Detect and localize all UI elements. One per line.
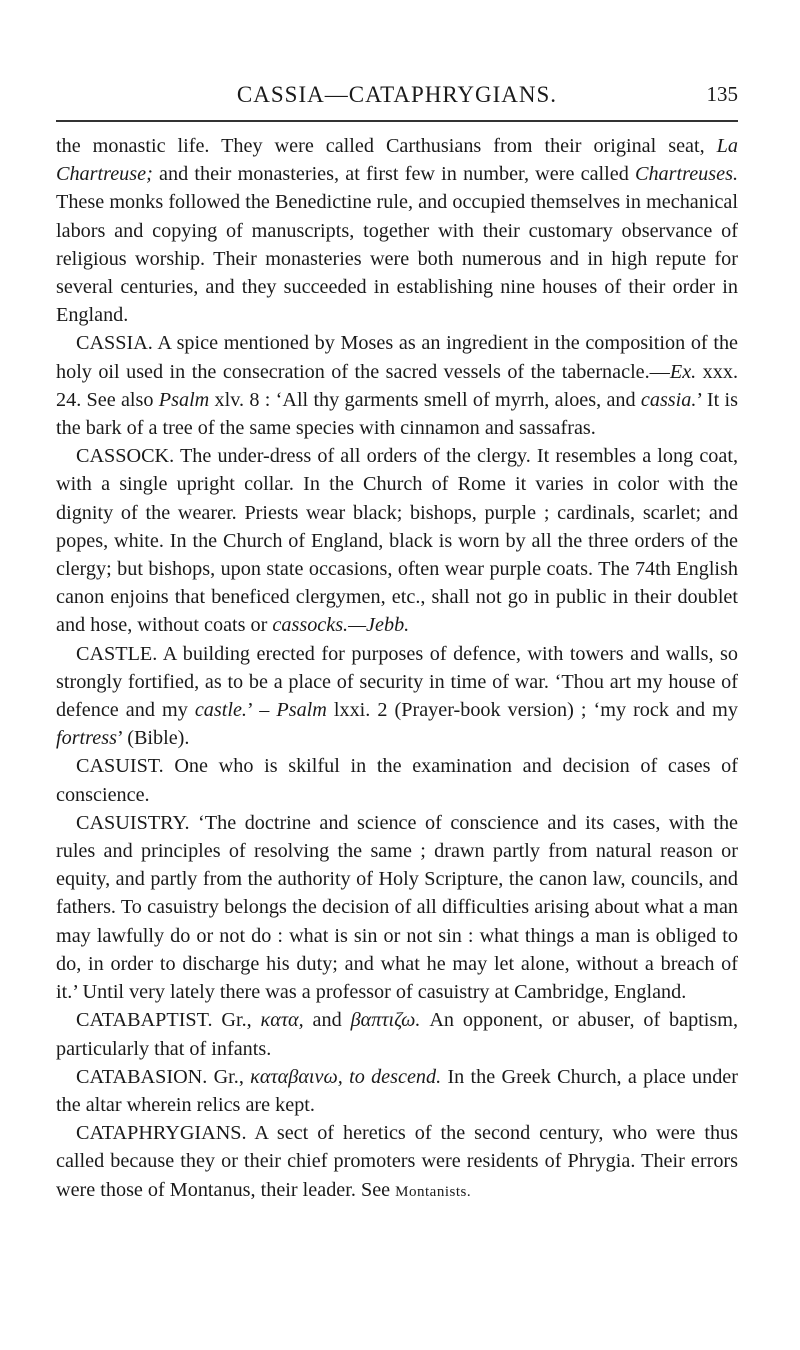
text-run: castle. bbox=[194, 699, 247, 722]
book-page bbox=[56, 78, 738, 1206]
entry-cataphrygians bbox=[56, 1119, 738, 1206]
text-run: cassocks.—Jebb. bbox=[272, 614, 410, 637]
text-run: ’ (Bible). bbox=[116, 727, 190, 750]
text-run: These monks followed the Benedictine rule, and occupied themselves in mechanical labors and copying of manuscripts, together with their customary observance of religious worship. Their monasteries were both numerous and in high repute for several centuries, and they succeeded in establishing nine houses of their order in England. bbox=[56, 191, 738, 327]
text-run: fortress bbox=[56, 727, 117, 750]
running-header bbox=[56, 78, 738, 114]
text-run: Psalm bbox=[158, 388, 210, 411]
text-run: A spice mentioned by Moses as an ingredient in the composition of the holy oil used in the consecration of the sacred vessels of the tabernacle.— bbox=[56, 332, 738, 383]
paragraph-carthusians-continued bbox=[56, 132, 738, 329]
entry-term: CATAPHRYGIANS. bbox=[76, 1122, 247, 1145]
text-run: xlv. 8 : ‘All thy garments smell of myrrh, aloes, and bbox=[209, 388, 641, 411]
entry-term: CASTLE. bbox=[76, 642, 158, 665]
text-run: ’ – bbox=[246, 699, 277, 722]
text-run: xxx. 24. See also bbox=[56, 360, 738, 411]
text-run: ‘The doctrine and science of conscience and its cases, with the rules and principles of resolving the same ; drawn partly from natural reason or equity, and partly from the authority of Holy Scripture, the canon law, councils, and fathers. To casuistry belongs the decision of all difficulties arising about what a man may lawfully do or not do : what is sin or not sin : what things a man is obliged to do, in order to discharge his duty; and what he may let alone, without a breach of it.’ Until very lately there was a professor of casuistry at Cambridge, England. bbox=[56, 811, 738, 1004]
text-run: and bbox=[303, 1009, 351, 1032]
cross-reference-montanists: Montanists. bbox=[395, 1183, 472, 1200]
text-run: βαπτιζω. bbox=[350, 1009, 421, 1032]
text-run: The under-dress of all orders of the clergy. It resembles a long coat, with a single upright collar. In the Church of Rome it varies in color with the dignity of the wearer. Priests wear black; bishops, purple ; cardinals, scarlet; and popes, white. In the Church of England, black is worn by all the three orders of the clergy; but bishops, upon state occasions, often wear purple coats. The 74th English canon enjoins that beneficed clergymen, etc., shall not go in public in their doublet and hose, without coats or bbox=[56, 445, 738, 637]
text-run: Ex. bbox=[669, 360, 697, 383]
text-run: lxxi. 2 (Prayer-book version) ; ‘my rock and my bbox=[326, 699, 738, 722]
text-run: καταβαινω, to descend. bbox=[250, 1065, 442, 1088]
text-run: the monastic life. They were called Carthusians from their original seat, bbox=[56, 135, 717, 157]
entry-term: CASSIA. bbox=[76, 332, 153, 355]
text-run: A sect of heretics of the second century, who were thus called because they or their chief promoters were residents of Phrygia. Their errors were those of Montanus, their leader. See bbox=[56, 1122, 738, 1201]
entry-casuistry bbox=[56, 809, 738, 1006]
text-run: An opponent, or abuser, of baptism, particularly that of infants. bbox=[56, 1009, 739, 1060]
text-run: A building erected for purposes of defence, with towers and walls, so strongly fortified, as to be a place of security in time of war. ‘Thou art my house of defence and my bbox=[56, 642, 738, 722]
body-text bbox=[56, 132, 738, 1206]
running-title: CASSIA—CATAPHRYGIANS. bbox=[236, 82, 558, 107]
text-run: Gr., bbox=[212, 1009, 261, 1032]
entry-cassia bbox=[56, 329, 738, 442]
entry-term: CASUIST. bbox=[76, 755, 164, 778]
text-run: Chartreuses. bbox=[635, 163, 738, 186]
entry-casuist bbox=[56, 752, 738, 808]
entry-term: CASSOCK. bbox=[76, 445, 175, 468]
entry-term: CASUISTRY. bbox=[76, 811, 190, 834]
entry-term: CATABASION. bbox=[76, 1065, 208, 1088]
text-run: Gr., bbox=[207, 1065, 251, 1088]
text-run: and their monasteries, at first few in number, were called bbox=[152, 163, 635, 186]
page-number: 135 bbox=[706, 82, 738, 106]
text-run: κατα, bbox=[260, 1009, 304, 1032]
text-run: ’ It is the bark of a tree of the same species with cinnamon and sassafras. bbox=[56, 388, 739, 440]
text-run: One who is skilful in the examination and decision of cases of conscience. bbox=[56, 755, 738, 806]
text-run: cassia. bbox=[640, 388, 697, 411]
text-run: Psalm bbox=[276, 699, 327, 722]
entry-castle bbox=[56, 640, 738, 753]
entry-cassock bbox=[56, 442, 738, 639]
entry-catabasion bbox=[56, 1063, 738, 1119]
entry-term: CATABAPTIST. bbox=[76, 1009, 213, 1032]
entry-catabaptist bbox=[56, 1006, 738, 1062]
header-rule bbox=[56, 120, 738, 122]
text-run: In the Greek Church, a place under the altar wherein relics are kept. bbox=[56, 1065, 738, 1116]
text-run: La Chartreuse; bbox=[56, 135, 738, 186]
